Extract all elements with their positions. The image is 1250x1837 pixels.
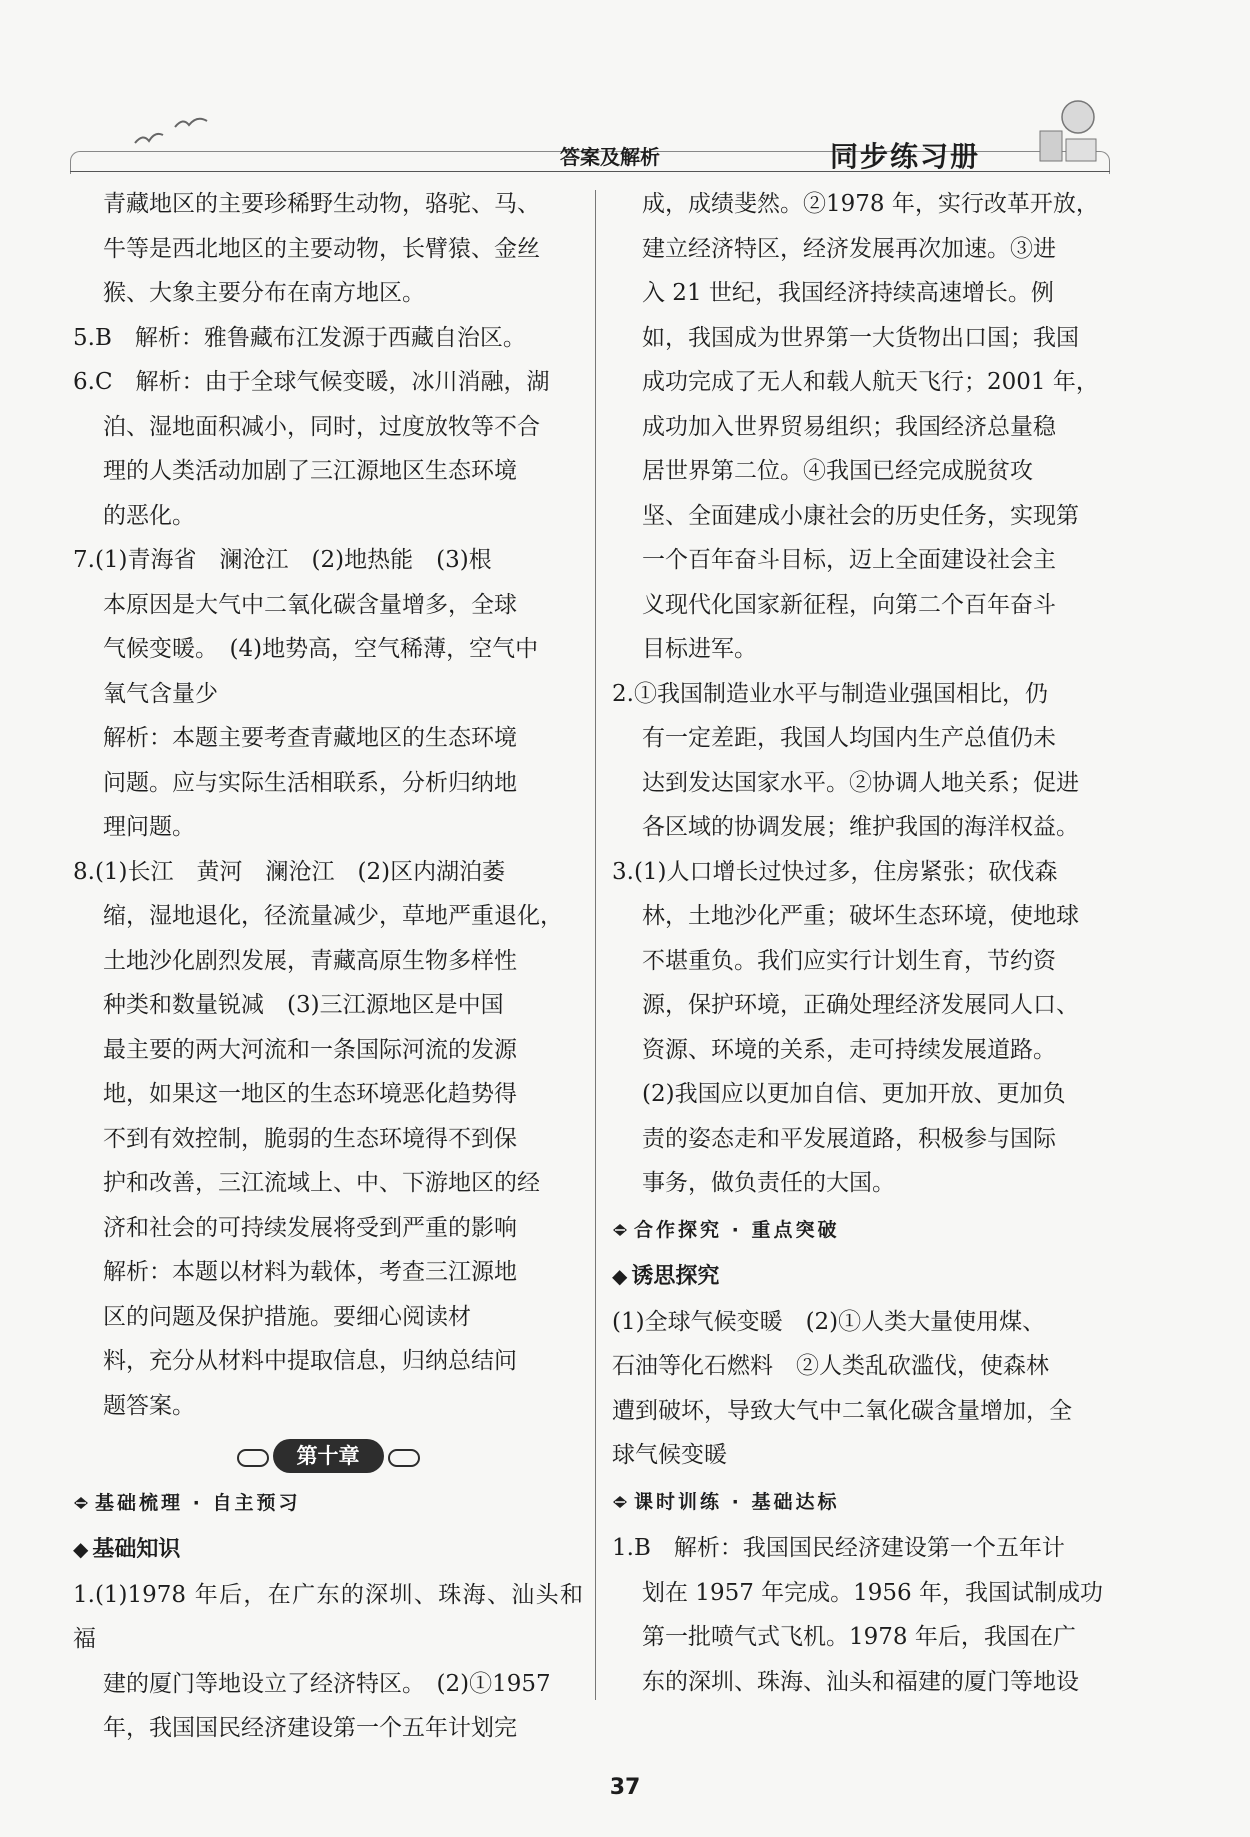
subsection-heading-label: 诱思探究: [631, 1264, 720, 1289]
text-line: 护和改善，三江流域上、中、下游地区的经: [103, 1170, 540, 1196]
section-heading-label: 课时训练 · 基础达标: [634, 1490, 840, 1513]
text-line: 居世界第二位。④我国已经完成脱贫攻: [642, 458, 1033, 484]
text-line: 达到发达国家水平。②协调人地关系；促进: [642, 769, 1079, 796]
subsection-heading: [612, 1254, 1112, 1300]
answer-5: 5.B 解析：雅鲁藏布江发源于西藏自治区。: [73, 324, 526, 351]
text-line: 球气候变暖: [612, 1442, 727, 1468]
text-line: 石油等化石燃料 ②人类乱砍滥伐，使森林: [612, 1353, 1049, 1379]
text-line: 入 21 世纪，我国经济持续高速增长。例: [642, 280, 1054, 306]
answer-6: 6.C 解析：由于全球气候变暖，冰川消融，湖: [73, 369, 550, 395]
text-line: 事务，做负责任的大国。: [642, 1170, 895, 1196]
section-mark-icon: [612, 1223, 628, 1237]
text-line: 氧气含量少: [103, 680, 218, 707]
text-line: 不到有效控制，脆弱的生态环境得不到保: [103, 1125, 517, 1152]
chapter-title: 第十章: [273, 1439, 384, 1473]
text-line: 题答案。: [103, 1392, 195, 1419]
text-line: 成功加入世界贸易组织；我国经济总量稳: [642, 413, 1056, 440]
basic-1: 1.(1)1978 年后，在广东的深圳、珠海、汕头和福: [73, 1581, 583, 1652]
text-line: 牛等是西北地区的主要动物，长臂猿、金丝: [103, 235, 540, 262]
text-line: (1)全球气候变暖 (2)①人类大量使用煤、: [612, 1308, 1046, 1335]
text-line: 划在 1957 年完成。1956 年，我国试制成功: [642, 1579, 1103, 1606]
text-line: 地，如果这一地区的生态环境恶化趋势得: [103, 1081, 517, 1107]
section-heading-label: 基础梳理 · 自主预习: [95, 1491, 301, 1514]
text-line: 年，我国国民经济建设第一个五年计划完: [103, 1715, 517, 1741]
diamond-icon: ◆: [612, 1264, 628, 1288]
text-line: 解析：本题主要考查青藏地区的生态环境: [103, 725, 517, 751]
text-line: 一个百年奋斗目标，迈上全面建设社会主: [642, 547, 1056, 573]
text-line: 济和社会的可持续发展将受到严重的影响: [103, 1214, 517, 1241]
text-line: 成，成绩斐然。②1978 年，实行改革开放，: [642, 191, 1099, 217]
text-line: 本原因是大气中二氧化碳含量增多，全球: [103, 591, 517, 618]
text-line: 种类和数量锐减 (3)三江源地区是中国: [103, 992, 504, 1018]
text-line: 泊、湿地面积减小，同时，过度放牧等不合: [103, 413, 540, 440]
text-line: 缩，湿地退化，径流量减少，草地严重退化，: [103, 903, 563, 929]
section-heading-label: 合作探究 · 重点突破: [634, 1218, 840, 1241]
text-line: (2)我国应以更加自信、更加开放、更加负: [642, 1081, 1066, 1107]
text-line: 东的深圳、珠海、汕头和福建的厦门等地设: [642, 1668, 1079, 1695]
text-line: 的恶化。: [103, 502, 195, 529]
diamond-icon: ◆: [73, 1537, 89, 1561]
text-line: 理的人类活动加剧了三江源地区生态环境: [103, 458, 517, 484]
right-column: [612, 182, 1112, 1704]
text-line: 理问题。: [103, 814, 195, 840]
left-column: [73, 182, 583, 1751]
text-line: 目标进军。: [642, 636, 757, 662]
birds-icon: [125, 113, 225, 153]
answer-8: 8.(1)长江 黄河 澜沧江 (2)区内湖泊萎: [73, 858, 506, 885]
section-heading: [612, 1208, 1112, 1253]
header-center-title: 答案及解析: [560, 145, 660, 169]
header-brand-title: 同步练习册: [830, 140, 981, 173]
page-number: 37: [609, 1775, 641, 1800]
answer-7: 7.(1)青海省 澜沧江 (2)地热能 (3)根: [73, 547, 492, 573]
text-line: 不堪重负。我们应实行计划生育，节约资: [642, 947, 1056, 974]
text-line: 气候变暖。 (4)地势高，空气稀薄，空气中: [103, 636, 539, 662]
section-heading: [612, 1480, 1112, 1525]
text-line: 如，我国成为世界第一大货物出口国；我国: [642, 324, 1079, 351]
answer-3: 3.(1)人口增长过快过多，住房紧张；砍伐森: [612, 858, 1058, 885]
text-line: 责的姿态走和平发展道路，积极参与国际: [642, 1125, 1056, 1152]
subsection-heading-label: 基础知识: [92, 1537, 181, 1562]
column-divider: [595, 190, 596, 1700]
text-line: 最主要的两大河流和一条国际河流的发源: [103, 1036, 517, 1063]
text-line: 猴、大象主要分布在南方地区。: [103, 280, 425, 306]
text-line: 区的问题及保护措施。要细心阅读材: [103, 1303, 471, 1330]
text-line: 解析：本题以材料为载体，考查三江源地: [103, 1259, 517, 1285]
text-line: 有一定差距，我国人均国内生产总值仍未: [642, 725, 1056, 751]
text-line: 成功完成了无人和载人航天飞行；2001 年，: [642, 369, 1099, 395]
section-mark-icon: [612, 1495, 628, 1509]
text-line: 林，土地沙化严重；破坏生态环境，使地球: [642, 903, 1079, 929]
text-line: 建的厦门等地设立了经济特区。 (2)①1957: [103, 1670, 551, 1697]
chapter-banner: [73, 1434, 583, 1479]
globe-decoration-icon: [1030, 95, 1110, 165]
section-mark-icon: [73, 1496, 89, 1510]
text-line: 料，充分从材料中提取信息，归纳总结问: [103, 1348, 517, 1374]
text-line: 建立经济特区，经济发展再次加速。③进: [642, 235, 1056, 262]
text-line: 土地沙化剧烈发展，青藏高原生物多样性: [103, 947, 517, 974]
text-line: 遭到破坏，导致大气中二氧化碳含量增加，全: [612, 1397, 1072, 1424]
text-line: 义现代化国家新征程，向第二个百年奋斗: [642, 591, 1056, 618]
subsection-heading: [73, 1527, 583, 1573]
section-heading: [73, 1481, 583, 1526]
practice-1: 1.B 解析：我国国民经济建设第一个五年计: [612, 1535, 1065, 1561]
answer-2: 2.①我国制造业水平与制造业强国相比，仍: [612, 680, 1048, 707]
text-line: 资源、环境的关系，走可持续发展道路。: [642, 1036, 1056, 1063]
text-line: 青藏地区的主要珍稀野生动物，骆驼、马、: [103, 191, 540, 217]
text-line: 各区域的协调发展；维护我国的海洋权益。: [642, 814, 1079, 840]
text-line: 问题。应与实际生活相联系，分析归纳地: [103, 769, 517, 796]
text-line: 坚、全面建成小康社会的历史任务，实现第: [642, 502, 1079, 529]
text-line: 源，保护环境，正确处理经济发展同人口、: [642, 992, 1079, 1018]
text-line: 第一批喷气式飞机。1978 年后，我国在广: [642, 1624, 1076, 1650]
page-header: [70, 95, 1110, 175]
